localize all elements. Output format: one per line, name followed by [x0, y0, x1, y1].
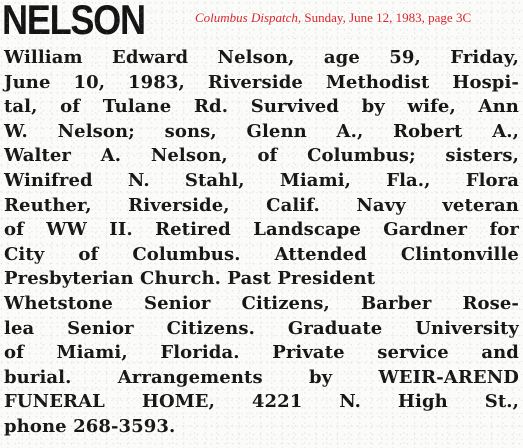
obituary-line: lea Senior Citizens. Graduate University	[4, 317, 519, 339]
obituary-line: Winifred N. Stahl, Miami, Fla., Flora	[4, 169, 519, 191]
source-date-page: , Sunday, June 12, 1983, page 3C	[297, 10, 472, 25]
obituary-line: phone 268-3593.	[4, 415, 176, 437]
obituary-line: FUNERAL HOME, 4221 N. High St.,	[4, 391, 519, 413]
obituary-line: tal, of Tulane Rd. Survived by wife, Ann	[4, 96, 519, 118]
obituary-line: June 10, 1983, Riverside Methodist Hospi-	[4, 71, 519, 93]
surname-heading: NELSON	[2, 0, 145, 43]
obituary-text	[0, 46, 523, 440]
obituary-line: Walter A. Nelson, of Columbus; sisters,	[4, 145, 519, 167]
source-citation	[195, 10, 471, 26]
obituary-line: Presbyterian Church. Past President	[4, 268, 376, 290]
obituary-line: W. Nelson; sons, Glenn A., Robert A.,	[4, 120, 519, 142]
source-paper-name: Columbus Dispatch	[195, 10, 298, 25]
obituary-line: burial. Arrangements by WEIR-AREND	[4, 366, 519, 388]
obituary-line: Reuther, Riverside, Calif. Navy veteran	[4, 194, 519, 216]
obituary-line: William Edward Nelson, age 59, Friday,	[4, 47, 519, 68]
obituary-line: Whetstone Senior Citizens, Barber Rose-	[4, 292, 519, 314]
obituary-line: of WW II. Retired Landscape Gardner for	[4, 219, 519, 241]
obituary-line: of Miami, Florida. Private service and	[4, 342, 519, 364]
obituary-line: City of Columbus. Attended Clintonville	[4, 243, 519, 265]
